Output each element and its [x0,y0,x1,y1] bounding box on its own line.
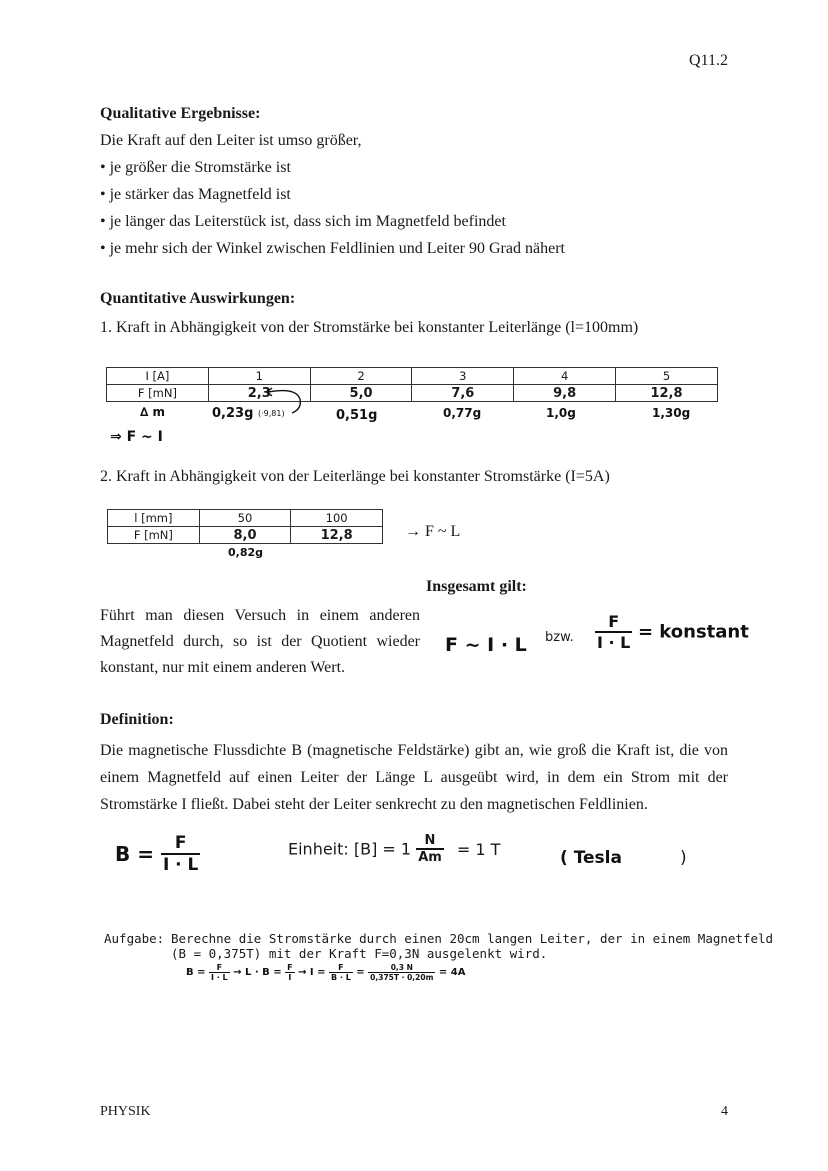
result-f-proportional-i: ⇒ F ~ I [110,429,163,445]
table-cell: 12,8 [291,527,383,544]
overall-text: Führt man diesen Versuch in einem anderen Magnetfeld durch, so ist der Quotient wieder konstant, nur mit einem anderen Wert. [100,607,420,676]
qualitative-bullet-1: • je größer die Stromstärke ist [100,159,291,176]
mass-value-5: 1,30g [652,406,691,420]
table-cell: l [mm] [108,510,200,527]
table-cell: F [mN] [108,527,200,544]
quantitative-heading: Quantitative Auswirkungen: [100,290,296,307]
page-number: 4 [721,1104,728,1119]
task-label: Aufgabe: [104,931,165,946]
table-cell: 100 [291,510,383,527]
bzw-label: bzw. [545,630,574,645]
table-cell: F [mN] [107,385,209,402]
mass-value-3: 0,77g [443,406,482,420]
curved-arrow-icon [262,385,312,421]
page-code: Q11.2 [689,52,728,69]
table-cell: 7,6 [412,385,514,402]
mass-value-2: 0,51g [336,408,378,423]
task-solution: B = $\frac{F}{I \cdot L}$ → L · B = $\frac{F}{I}$ → I = $\frac{F}{B \cdot L}$ = $\frac{0,3 N}{0,375T \cdot 0,20m}$ = 4A [186,963,466,982]
definition-heading: Definition: [100,711,174,728]
force-length-table [107,509,383,544]
table-cell: 2,3 [208,385,310,402]
table-row [107,368,718,385]
mass-value-1: 0,23g [212,406,254,421]
table-cell: 5 [616,368,718,385]
qualitative-section [100,100,565,262]
flux-density-formula: B = $\frac{F}{I \cdot L}$ [115,833,199,875]
table-cell: 5,0 [310,385,412,402]
footer-subject: PHYSIK [100,1104,151,1119]
qualitative-bullet-4: • je mehr sich der Winkel zwischen Feldlinien und Leiter 90 Grad nähert [100,240,565,257]
force-current-table [106,367,718,402]
table-cell: 4 [514,368,616,385]
quantitative-item-2: 2. Kraft in Abhängigkeit von der Leiterlänge bei konstanter Stromstärke (I=5A) [100,468,610,485]
result-f-proportional-l: → F ~ L [405,523,461,540]
tesla-close: ) [680,848,687,868]
formula-f-proportional-il: F ~ I · L [445,634,527,656]
task-line-1: Berechne die Stromstärke durch einen 20cm langen Leiter, der in einem Magnetfeld [171,931,774,946]
tesla-label: ( Tesla [560,848,622,868]
qualitative-bullet-2: • je stärker das Magnetfeld ist [100,186,291,203]
table-cell: 50 [199,510,291,527]
table-cell: 8,0 [199,527,291,544]
quantitative-item-1: 1. Kraft in Abhängigkeit von der Stromstärke bei konstanter Leiterlänge (l=100mm) [100,319,639,336]
table-cell: I [A] [107,368,209,385]
qualitative-intro: Die Kraft auf den Leiter ist umso größer, [100,132,362,149]
table-row [107,385,718,402]
table-row [108,510,383,527]
qualitative-heading: Qualitative Ergebnisse: [100,105,261,122]
unit-definition: Einheit: [B] = 1 $\frac{N}{Am}$ = 1 T [288,833,501,865]
table-cell: 3 [412,368,514,385]
mass-value-below: 0,82g [228,546,264,559]
definition-text: Die magnetische Flussdichte B (magnetische Feldstärke) gibt an, wie groß die Kraft ist, die von einem Magnetfeld auf einen Leiter der Länge L ausgeübt wird, in dem ein Strom mit der Stromstärke I fließt. Dabei steht der Leiter senkrecht zu den magnetischen Feldlinien. [100,742,728,813]
delta-m-label: ∆ m [140,405,166,419]
constant-quotient: $\frac{F}{I \cdot L}$ = konstant [597,612,749,652]
qualitative-bullet-3: • je länger das Leiterstück ist, dass sich im Magnetfeld befindet [100,213,506,230]
table-cell: 9,8 [514,385,616,402]
mass-value-4: 1,0g [546,406,576,420]
table-cell: 1 [208,368,310,385]
table-cell: 12,8 [616,385,718,402]
task-line-2: (B = 0,375T) mit der Kraft F=0,3N ausgelenkt wird. [171,946,548,961]
table-cell: 2 [310,368,412,385]
overall-heading: Insgesamt gilt: [426,578,527,595]
gravity-factor-note: (·9,81) [258,409,285,418]
table-row [108,527,383,544]
